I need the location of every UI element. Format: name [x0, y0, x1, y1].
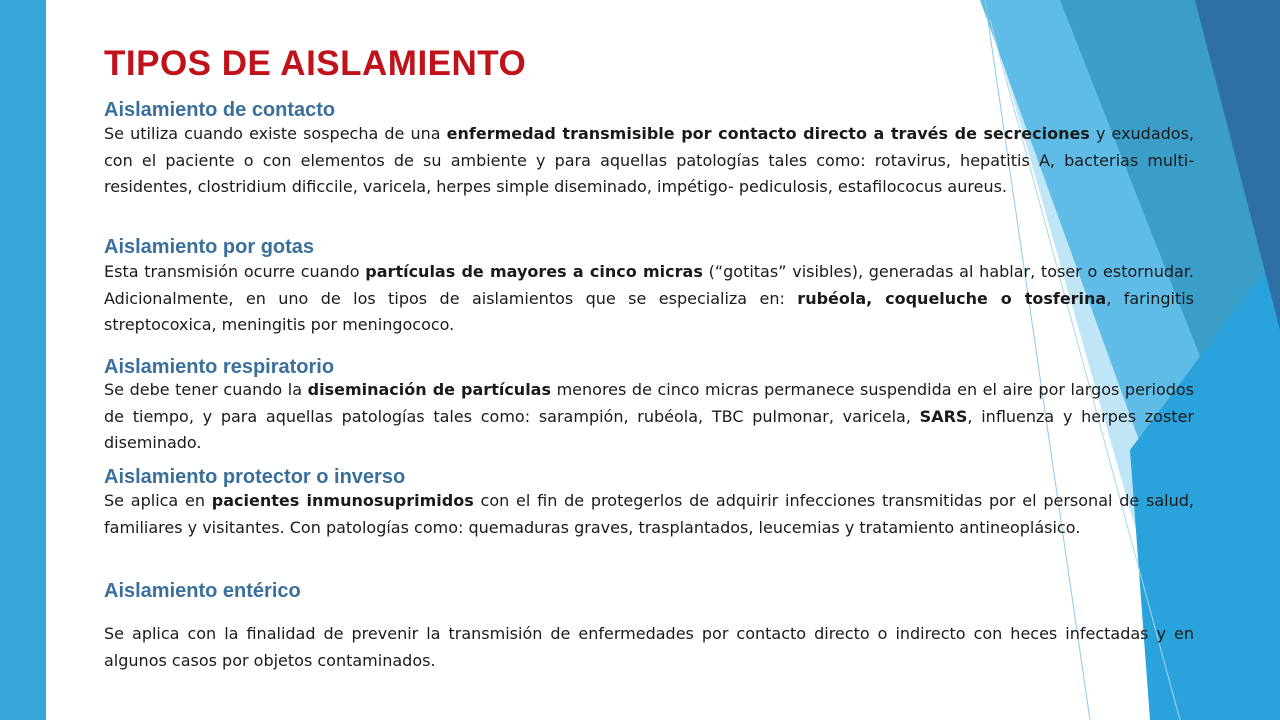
text-run: con el fin de protegerlos de adquirir infecciones transmitidas por el personal de salud, familiares y visitantes. Con patologías como: quemaduras graves, trasplantados, leucemias y tratamiento antineoplásico.: [104, 491, 1194, 537]
bold-run: enfermedad transmisible por contacto directo a través de secreciones: [446, 124, 1090, 143]
text-run: Se debe tener cuando la: [104, 380, 308, 399]
bold-run: diseminación de partículas: [307, 380, 552, 399]
bold-run: partículas de mayores a cinco micras: [365, 262, 703, 281]
text-run: , faringitis streptocoxica, meningitis por meningococo.: [104, 288, 1194, 334]
text-run: , influenza y herpes zoster diseminado.: [104, 406, 1194, 452]
heading-enterico: Aislamiento entérico: [104, 580, 301, 602]
left-accent-bar: [0, 0, 46, 720]
text-run: y exudados, con el paciente o con elementos de su ambiente y para aquellas patologías tales como: rotavirus, hepatitis A, bacterias multi-residentes, clostridium dificcile, varicela, herpes simple diseminado, impétigo- pediculosis, estafilococus aureus.: [104, 124, 1195, 196]
paragraph-respiratorio: [104, 377, 1194, 457]
heading-protector: Aislamiento protector o inverso: [104, 466, 406, 488]
text-run: menores de cinco micras permanece suspendida en el aire por largos periodos de tiempo, y para aquellas patologías tales como: sarampión, rubéola, TBC pulmonar, varicela,: [104, 380, 1195, 426]
page-title: TIPOS DE AISLAMIENTO: [104, 44, 527, 83]
bold-run: pacientes inmunosuprimidos: [211, 491, 474, 510]
heading-contacto: Aislamiento de contacto: [104, 99, 336, 121]
bold-run: SARS: [919, 406, 968, 426]
heading-gotas: Aislamiento por gotas: [104, 236, 315, 258]
paragraph-contacto: [104, 121, 1194, 201]
paragraph-enterico: [104, 621, 1194, 674]
text-run: (“gotitas” visibles), generadas al hablar, toser o estornudar. Adicionalmente, en uno de los tipos de aislamientos que se especializa en:: [104, 262, 1194, 308]
paragraph-protector: [104, 488, 1194, 541]
text-run: Esta transmisión ocurre cuando: [104, 262, 366, 281]
paragraph-gotas: [104, 259, 1194, 339]
heading-respiratorio: Aislamiento respiratorio: [104, 356, 335, 378]
bold-run: rubéola, coqueluche o tosferina: [797, 288, 1107, 308]
text-run: Se aplica en: [104, 491, 212, 510]
text-run: Se aplica con la finalidad de prevenir la transmisión de enfermedades por contacto directo o indirecto con heces infectadas y en algunos casos por objetos contaminados.: [104, 624, 1194, 670]
text-run: Se utiliza cuando existe sospecha de una: [104, 124, 447, 143]
